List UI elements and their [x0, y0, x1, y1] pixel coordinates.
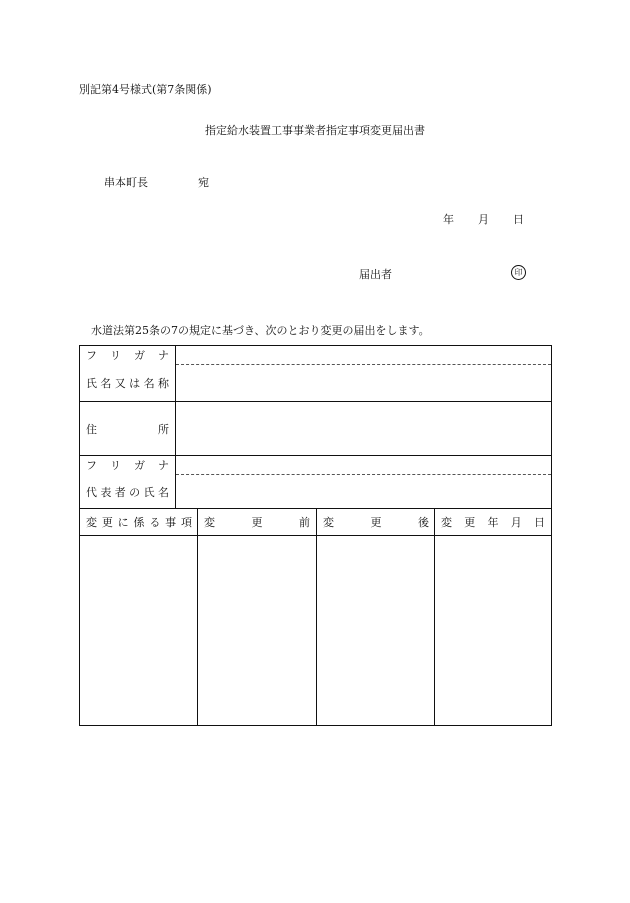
label-char: 変: [86, 516, 97, 529]
header-changed-item: [80, 509, 198, 535]
furigana-divider: [176, 364, 551, 365]
label-char: 変: [441, 516, 452, 529]
furigana-label: [80, 456, 175, 474]
label-char: 変: [204, 516, 215, 529]
label-char: 所: [158, 423, 169, 436]
label-char: ナ: [158, 459, 169, 472]
date-year-label: 年: [443, 213, 454, 226]
label-char: に: [117, 516, 129, 529]
label-char: る: [149, 516, 161, 529]
addressee-honorific: 宛: [198, 176, 209, 189]
label-char: ガ: [134, 349, 145, 362]
address-block: [80, 401, 551, 456]
change-details-table: [79, 509, 552, 726]
seal-mark: 印: [511, 265, 526, 280]
applicant-label: 届出者: [359, 268, 392, 281]
label-char: 前: [299, 516, 310, 529]
date-month-label: 月: [478, 213, 489, 226]
before-change-cell[interactable]: [198, 536, 316, 725]
label-char: 又: [114, 376, 126, 390]
applicant-info-table: [79, 345, 552, 509]
intro-text: 水道法第25条の7の規定に基づき、次のとおり変更の届出をします。: [91, 324, 430, 337]
label-char: の: [129, 486, 141, 499]
label-char: リ: [110, 349, 121, 362]
label-char: 住: [86, 423, 97, 436]
after-change-cell[interactable]: [317, 536, 434, 725]
label-char: 名: [143, 376, 155, 390]
label-char: 者: [114, 486, 126, 499]
label-char: 項: [180, 516, 192, 529]
label-char: 日: [534, 516, 545, 529]
label-char: リ: [110, 459, 121, 472]
form-title: 指定給水装置工事事業者指定事項変更届出書: [205, 124, 425, 137]
label-char: 名: [157, 486, 169, 499]
label-char: 更: [464, 516, 476, 529]
label-char: は: [129, 376, 141, 390]
changed-item-cell[interactable]: [80, 536, 197, 725]
addressee: 串本町長: [104, 176, 148, 189]
change-date-cell[interactable]: [435, 536, 551, 725]
label-char: 月: [510, 516, 522, 529]
label-char: 氏: [86, 376, 97, 390]
label-char: 更: [370, 516, 382, 529]
label-char: 表: [100, 486, 112, 499]
label-char: 更: [101, 516, 113, 529]
label-char: 更: [251, 516, 263, 529]
label-char: フ: [86, 459, 97, 472]
representative-block: [80, 455, 551, 509]
furigana-divider: [176, 474, 551, 475]
label-char: 係: [133, 516, 145, 529]
label-char: 後: [418, 516, 429, 529]
label-char: 変: [323, 516, 334, 529]
header-before-change: [198, 509, 316, 535]
label-char: 名: [100, 376, 112, 390]
header-change-date: [435, 509, 551, 535]
label-char: ナ: [158, 349, 169, 362]
date-day-label: 日: [513, 213, 524, 226]
label-char: 事: [165, 516, 177, 529]
address-label: [80, 402, 175, 456]
form-number: 別記第4号様式(第7条関係): [79, 83, 212, 96]
label-char: 称: [157, 376, 169, 390]
label-char: フ: [86, 349, 97, 362]
header-after-change: [317, 509, 435, 535]
label-char: ガ: [134, 459, 145, 472]
label-char: 代: [86, 486, 97, 499]
label-char: 氏: [143, 486, 155, 499]
name-block: [80, 346, 551, 400]
label-char: 年: [487, 516, 499, 529]
name-label: [80, 365, 175, 400]
representative-label: [80, 475, 175, 509]
furigana-label: [80, 346, 175, 364]
